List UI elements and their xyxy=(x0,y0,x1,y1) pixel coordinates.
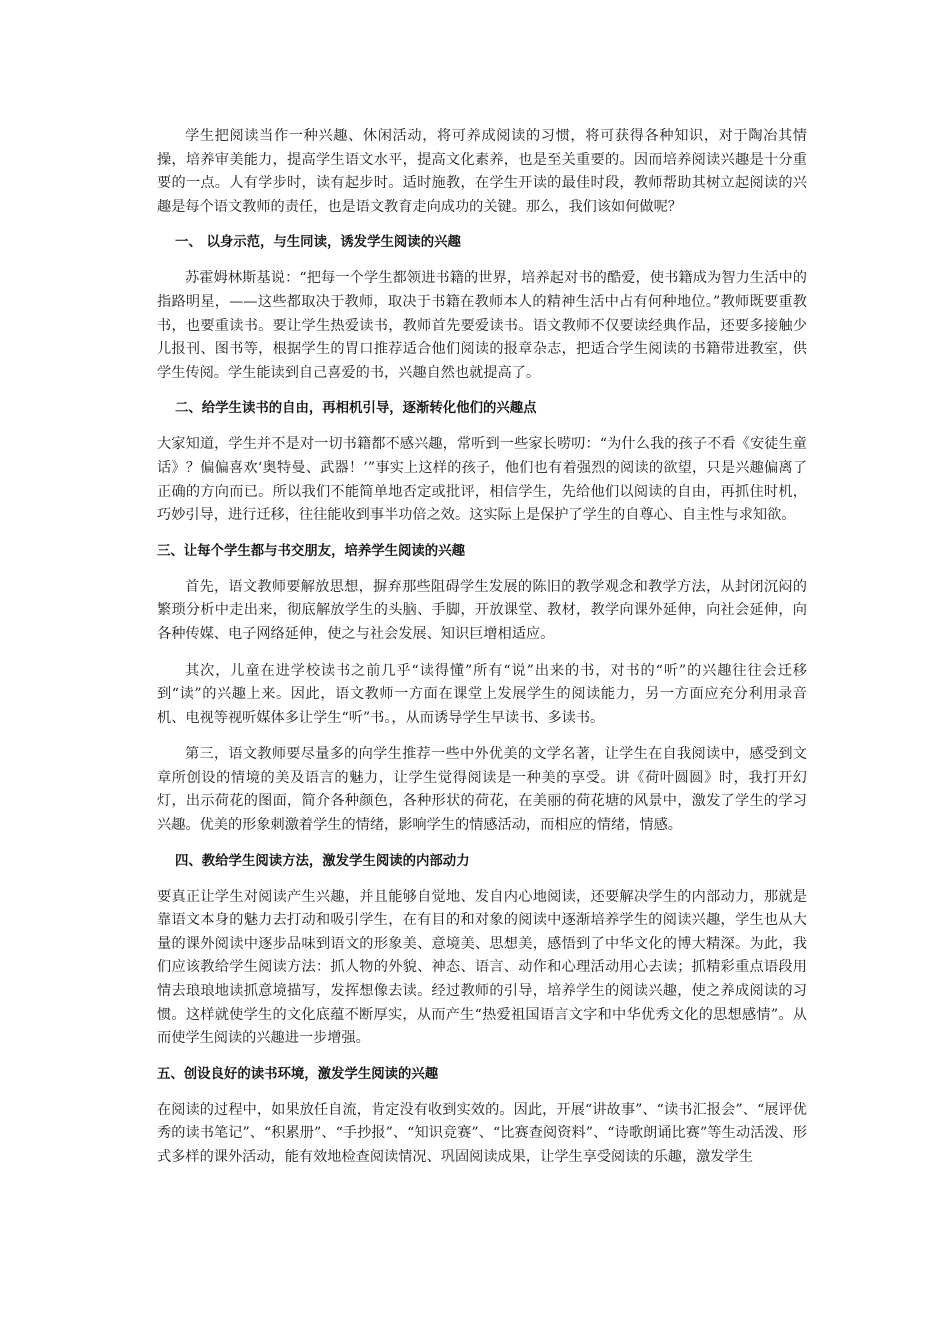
section-3-paragraph-1: 首先，语文教师要解放思想，摒弃那些阻碍学生发展的陈旧的教学观念和教学方法，从封闭沉闷的繁琐分析中走出来，彻底解放学生的头脑、手脚，开放课堂、教材，教学向课外延伸，向社会延伸，向各种传媒、电子网络延伸，使之与社会发展、知识巨增相适应。 xyxy=(157,578,807,642)
section-3-paragraph-3: 第三，语文教师要尽量多的向学生推荐一些中外优美的文学名著，让学生在自我阅读中，感受到文章所创设的情境的美及语言的魅力，让学生觉得阅读是一种美的享受。讲《荷叶圆圆》时，我打开幻灯，出示荷花的图面，简介各种颜色，各种形状的荷花，在美丽的荷花塘的风景中，激发了学生的学习兴趣。优美的形象刺激着学生的情绪，影响学生的情感活动，而相应的情绪，情感。 xyxy=(157,746,807,834)
section-5-paragraph: 在阅读的过程中，如果放任自流，肯定没有收到实效的。因此，开展“讲故事”、“读书汇报会”、“展评优秀的读书笔记”、“积累册”、“手抄报”、“知识竞赛”、“比赛查阅资料”、“诗歌朗诵比赛”等生动活泼、形式多样的课外活动，能有效地检查阅读情况、巩固阅读成果，让学生享受阅读的乐趣，激发学生 xyxy=(157,1101,807,1165)
intro-paragraph: 学生把阅读当作一种兴趣、休闲活动，将可养成阅读的习惯，将可获得各种知识，对于陶冶其情操，培养审美能力，提高学生语文水平，提高文化素养，也是至关重要的。因而培养阅读兴趣是十分重要的一点。人有学步时，读有起步时。适时施教，在学生开读的最佳时段，教师帮助其树立起阅读的兴趣是每个语文教师的责任，也是语文教育走向成功的关键。那么，我们该如何做呢？ xyxy=(157,128,807,215)
section-heading-5: 五、创设良好的读书环境，激发学生阅读的兴趣 xyxy=(157,1066,439,1082)
section-3-paragraph-2: 其次，儿童在进学校读书之前几乎“读得懂”所有“说”出来的书，对书的“听”的兴趣往往会迁移到“读”的兴趣上来。因此，语文教师一方面在课堂上发展学生的阅读能力，另一方面应充分利用录音机、电视等视听媒体多让学生“听”书。，从而诱导学生早读书、多读书。 xyxy=(157,662,807,726)
section-heading-2: 二、给学生读书的自由，再相机引导，逐渐转化他们的兴趣点 xyxy=(175,401,537,417)
section-heading-4: 四、教给学生阅读方法，激发学生阅读的内部动力 xyxy=(175,853,470,869)
document-body xyxy=(157,125,807,1170)
section-heading-1: 一、 以身示范，与生同读，诱发学生阅读的兴趣 xyxy=(175,235,461,251)
section-1-paragraph: 苏霍姆林斯基说：“把每一个学生都领进书籍的世界，培养起对书的酷爱，使书籍成为智力生活中的指路明星，——这些都取决于教师，取决于书籍在教师本人的精神生活中占有何种地位。”教师既要重教书，也要重读书。要让学生热爱读书，教师首先要爱读书。语文教师不仅要读经典作品，还要多接触少儿报刊、图书等，根据学生的胃口推荐适合他们阅读的报章杂志，把适合学生阅读的书籍带进教室，供学生传阅。学生能读到自己喜爱的书，兴趣自然也就提高了。 xyxy=(157,270,807,381)
section-4-paragraph: 要真正让学生对阅读产生兴趣，并且能够自觉地、发自内心地阅读，还要解决学生的内部动力，那就是靠语文本身的魅力去打动和吸引学生，在有目的和对象的阅读中逐渐培养学生的阅读兴趣，学生也从大量的课外阅读中逐步品味到语文的形象美、意境美、思想美，感悟到了中华文化的博大精深。为此，我们应该教给学生阅读方法：抓人物的外貌、神态、语言、动作和心理活动用心去读；抓精彩重点语段用情去琅琅地读抓意境描写，发挥想像去读。经过教师的引导，培养学生的阅读兴趣，使之养成阅读的习惯。这样就使学生的文化底蕴不断厚实，从而产生“热爱祖国语言文字和中华优秀文化的思想感情”。从而使学生阅读的兴趣进一步增强。 xyxy=(157,888,807,1047)
section-2-paragraph: 大家知道，学生并不是对一切书籍都不感兴趣，常听到一些家长唠叨：“为什么我的孩子不看《安徒生童话》？偏偏喜欢‘奥特曼、武器！’”事实上这样的孩子，他们也有着强烈的阅读的欲望，只是兴趣偏离了正确的方向而已。所以我们不能简单地否定或批评，相信学生，先给他们以阅读的自由，再抓住时机，巧妙引导，进行迁移，往往能收到事半功倍之效。这实际上是保护了学生的自尊心、自主性与求知欲。 xyxy=(157,436,807,524)
section-heading-3: 三、让每个学生都与书交朋友，培养学生阅读的兴趣 xyxy=(157,543,465,559)
